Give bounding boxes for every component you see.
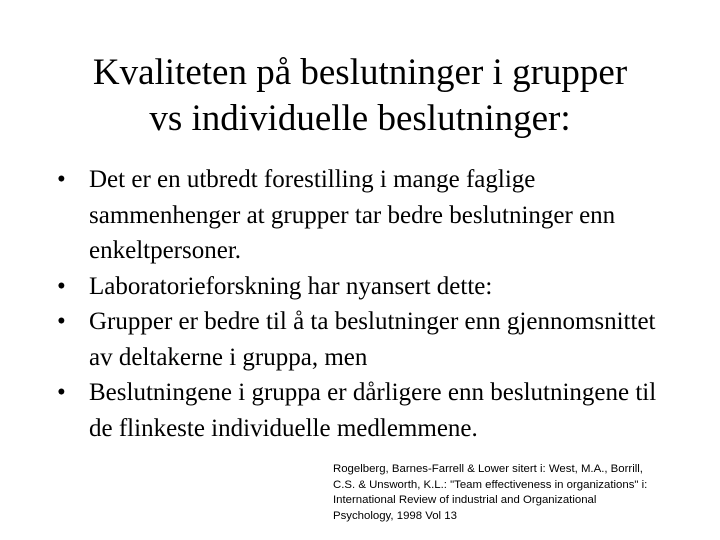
- bullet-text: Laboratorieforskning har nyansert dette:: [89, 272, 493, 300]
- bullet-item: [57, 162, 677, 269]
- bullet-item: [57, 269, 677, 305]
- bullet-icon: •: [57, 166, 66, 193]
- bullet-item: [57, 375, 677, 446]
- bullet-icon: •: [57, 379, 66, 406]
- citation: Rogelberg, Barnes-Farrell & Lower sitert i: West, M.A., Borrill, C.S. & Unsworth, K.L.: "Team effectiveness in organizations" i: International Review of industrial and Organizational Psychology, 1998 Vol 13: [333, 463, 648, 522]
- bullet-icon: •: [57, 272, 66, 300]
- slide-title: [0, 50, 720, 142]
- bullet-text: Beslutningene i gruppa er dårligere enn beslutningene til de flinkeste individuelle medlemmene.: [89, 379, 657, 442]
- bullet-list: [57, 162, 677, 446]
- title-line-2: vs individuelle beslutninger:: [149, 98, 571, 139]
- bullet-text: Det er en utbredt forestilling i mange faglige sammenhenger at grupper tar bedre beslutninger enn enkeltpersoner.: [89, 166, 616, 264]
- bullet-item: [57, 304, 677, 375]
- bullet-text: Grupper er bedre til å ta beslutninger enn gjennomsnittet av deltakerne i gruppa, men: [89, 308, 656, 371]
- title-line-1: Kvaliteten på beslutninger i grupper: [92, 52, 628, 93]
- bullet-icon: •: [57, 308, 66, 335]
